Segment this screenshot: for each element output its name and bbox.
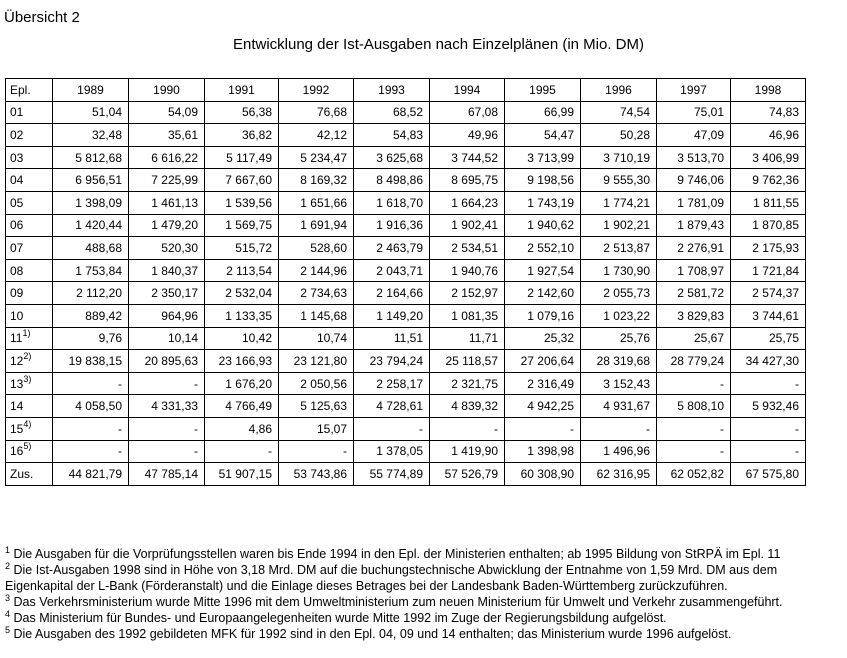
- value-cell: 1 753,84: [53, 259, 129, 282]
- value-cell: 4,86: [205, 417, 279, 440]
- value-cell: -: [205, 440, 279, 463]
- epl-number: 05: [10, 195, 24, 210]
- value-cell: 8 498,86: [354, 169, 430, 192]
- value-cell: 67,08: [430, 101, 505, 124]
- epl-cell: [6, 282, 53, 305]
- value-cell: 1 569,75: [205, 214, 279, 237]
- value-cell: -: [581, 417, 657, 440]
- value-cell: 1 539,56: [205, 191, 279, 214]
- value-cell: 1 840,37: [129, 259, 205, 282]
- footnote-text: Die Ausgaben für die Vorprüfungsstellen waren bis Ende 1994 in den Epl. der Ministerien enthalten; ab 1995 Bildung von StRPÄ im Epl. 11: [10, 547, 781, 561]
- value-cell: 1 420,44: [53, 214, 129, 237]
- table-row: [6, 214, 806, 237]
- value-cell: 66,99: [505, 101, 581, 124]
- value-cell: 5 932,46: [731, 395, 806, 418]
- value-cell: 1 149,20: [354, 304, 430, 327]
- value-cell: 1 940,62: [505, 214, 581, 237]
- value-cell: -: [129, 440, 205, 463]
- value-cell: 76,68: [279, 101, 354, 124]
- footnote: [5, 626, 847, 642]
- value-cell: 3 625,68: [354, 146, 430, 169]
- value-cell: 3 744,52: [430, 146, 505, 169]
- value-cell: 75,01: [657, 101, 731, 124]
- epl-number: 07: [10, 240, 24, 255]
- table-row: [6, 124, 806, 147]
- column-header-epl: Epl.: [6, 79, 53, 102]
- value-cell: 4 728,61: [354, 395, 430, 418]
- footnote-number: 4: [5, 609, 11, 619]
- value-cell: 1 023,22: [581, 304, 657, 327]
- value-cell: 1 398,98: [505, 440, 581, 463]
- value-cell: 10,14: [129, 327, 205, 350]
- value-cell: 964,96: [129, 304, 205, 327]
- value-cell: 54,83: [354, 124, 430, 147]
- value-cell: 2 581,72: [657, 282, 731, 305]
- value-cell: 3 744,61: [731, 304, 806, 327]
- value-cell: 7 667,60: [205, 169, 279, 192]
- value-cell: 4 058,50: [53, 395, 129, 418]
- epl-number: 13: [10, 376, 24, 391]
- value-cell: 28 319,68: [581, 350, 657, 373]
- column-header-year: 1990: [129, 79, 205, 102]
- table-row: [6, 304, 806, 327]
- footnotes: [5, 546, 847, 642]
- value-cell: 62 052,82: [657, 463, 731, 486]
- value-cell: 1 079,16: [505, 304, 581, 327]
- footnote-text: Die Ausgaben des 1992 gebildeten MFK für 1992 sind in den Epl. 04, 09 und 14 enthalten; das Ministerium wurde 1996 aufgelöst.: [10, 627, 732, 641]
- value-cell: 2 350,17: [129, 282, 205, 305]
- value-cell: 3 710,19: [581, 146, 657, 169]
- epl-cell: [6, 124, 53, 147]
- epl-cell: [6, 259, 53, 282]
- column-header-year: 1993: [354, 79, 430, 102]
- value-cell: 1 618,70: [354, 191, 430, 214]
- column-header-year: 1994: [430, 79, 505, 102]
- footnote-marker: 5): [23, 441, 32, 452]
- epl-cell: [6, 169, 53, 192]
- value-cell: 889,42: [53, 304, 129, 327]
- value-cell: 1 927,54: [505, 259, 581, 282]
- value-cell: 1 651,66: [279, 191, 354, 214]
- value-cell: -: [657, 417, 731, 440]
- epl-number: 01: [10, 105, 24, 120]
- value-cell: 9,76: [53, 327, 129, 350]
- epl-cell: [6, 440, 53, 463]
- table-row: [6, 146, 806, 169]
- value-cell: 2 152,97: [430, 282, 505, 305]
- value-cell: 1 774,21: [581, 191, 657, 214]
- value-cell: 3 513,70: [657, 146, 731, 169]
- footnote-marker: 3): [23, 373, 32, 384]
- value-cell: 5 117,49: [205, 146, 279, 169]
- footnote: [5, 562, 835, 594]
- value-cell: 60 308,90: [505, 463, 581, 486]
- value-cell: 2 113,54: [205, 259, 279, 282]
- value-cell: 19 838,15: [53, 350, 129, 373]
- value-cell: 44 821,79: [53, 463, 129, 486]
- value-cell: 46,96: [731, 124, 806, 147]
- value-cell: 10,42: [205, 327, 279, 350]
- value-cell: -: [657, 440, 731, 463]
- value-cell: 2 276,91: [657, 237, 731, 260]
- footnote: [5, 594, 847, 610]
- value-cell: 20 895,63: [129, 350, 205, 373]
- value-cell: 25,75: [731, 327, 806, 350]
- table-row: [6, 327, 806, 350]
- value-cell: 2 144,96: [279, 259, 354, 282]
- value-cell: 2 463,79: [354, 237, 430, 260]
- table-row: [6, 395, 806, 418]
- value-cell: -: [731, 372, 806, 395]
- value-cell: 32,48: [53, 124, 129, 147]
- value-cell: 55 774,89: [354, 463, 430, 486]
- footnote-number: 1: [5, 545, 11, 555]
- page-title: Entwicklung der Ist-Ausgaben nach Einzelplänen (in Mio. DM): [232, 36, 645, 53]
- epl-cell: [6, 237, 53, 260]
- table-header-row: [6, 79, 806, 102]
- value-cell: 1 664,23: [430, 191, 505, 214]
- value-cell: 1 461,13: [129, 191, 205, 214]
- value-cell: 1 398,09: [53, 191, 129, 214]
- value-cell: 53 743,86: [279, 463, 354, 486]
- value-cell: 28 779,24: [657, 350, 731, 373]
- table-row: [6, 101, 806, 124]
- value-cell: 74,83: [731, 101, 806, 124]
- table-row: [6, 259, 806, 282]
- value-cell: 25 118,57: [430, 350, 505, 373]
- epl-number: 11: [10, 331, 23, 346]
- value-cell: 2 574,37: [731, 282, 806, 305]
- footnote-number: 3: [5, 593, 11, 603]
- value-cell: 10,74: [279, 327, 354, 350]
- epl-number: 14: [10, 399, 24, 414]
- value-cell: 9 555,30: [581, 169, 657, 192]
- value-cell: 67 575,80: [731, 463, 806, 486]
- value-cell: 4 331,33: [129, 395, 205, 418]
- value-cell: -: [430, 417, 505, 440]
- value-cell: 4 942,25: [505, 395, 581, 418]
- epl-cell: [6, 214, 53, 237]
- table-body: [6, 101, 806, 485]
- epl-cell: [6, 350, 53, 373]
- footnote: [5, 546, 847, 562]
- value-cell: 2 112,20: [53, 282, 129, 305]
- column-header-year: 1997: [657, 79, 731, 102]
- value-cell: 2 175,93: [731, 237, 806, 260]
- value-cell: 1 676,20: [205, 372, 279, 395]
- value-cell: 3 713,99: [505, 146, 581, 169]
- value-cell: 5 808,10: [657, 395, 731, 418]
- value-cell: -: [129, 417, 205, 440]
- value-cell: 1 870,85: [731, 214, 806, 237]
- value-cell: 5 812,68: [53, 146, 129, 169]
- epl-number: Zus.: [10, 466, 34, 481]
- value-cell: -: [657, 372, 731, 395]
- value-cell: 25,76: [581, 327, 657, 350]
- value-cell: 488,68: [53, 237, 129, 260]
- epl-number: 02: [10, 127, 24, 142]
- value-cell: 9 198,56: [505, 169, 581, 192]
- value-cell: 1 940,76: [430, 259, 505, 282]
- value-cell: 23 121,80: [279, 350, 354, 373]
- value-cell: 2 534,51: [430, 237, 505, 260]
- column-header-year: 1991: [205, 79, 279, 102]
- epl-cell: [6, 304, 53, 327]
- value-cell: 6 956,51: [53, 169, 129, 192]
- value-cell: 50,28: [581, 124, 657, 147]
- footnote-text: Die Ist-Ausgaben 1998 sind in Höhe von 3,18 Mrd. DM auf die buchungstechnische Abwicklung der Entnahme von 1,59 Mrd. DM aus dem Eigenkapital der L-Bank (Förderanstalt) und die Einlage dieses Betrages bei der Landesbank Baden-Württemberg zurückzuführen.: [5, 563, 778, 593]
- value-cell: 15,07: [279, 417, 354, 440]
- value-cell: 528,60: [279, 237, 354, 260]
- value-cell: 1 496,96: [581, 440, 657, 463]
- value-cell: -: [731, 440, 806, 463]
- column-header-year: 1998: [731, 79, 806, 102]
- footnote-text: Das Ministerium für Bundes- und Europaangelegenheiten wurde Mitte 1992 im Zuge der Regierungsbildung aufgelöst.: [10, 611, 667, 625]
- value-cell: 2 513,87: [581, 237, 657, 260]
- value-cell: -: [53, 417, 129, 440]
- value-cell: 1 691,94: [279, 214, 354, 237]
- value-cell: 27 206,64: [505, 350, 581, 373]
- value-cell: 1 902,41: [430, 214, 505, 237]
- value-cell: 54,47: [505, 124, 581, 147]
- value-cell: 2 055,73: [581, 282, 657, 305]
- footnote-text: Das Verkehrsministerium wurde Mitte 1996 mit dem Umweltministerium zum neuen Ministerium für Umwelt und Verkehr zusammengeführt.: [10, 595, 783, 609]
- value-cell: 1 781,09: [657, 191, 731, 214]
- value-cell: 51 907,15: [205, 463, 279, 486]
- value-cell: 23 166,93: [205, 350, 279, 373]
- value-cell: 2 043,71: [354, 259, 430, 282]
- value-cell: -: [53, 372, 129, 395]
- value-cell: 2 050,56: [279, 372, 354, 395]
- epl-cell: [6, 146, 53, 169]
- value-cell: 74,54: [581, 101, 657, 124]
- expenditure-table: [5, 78, 806, 486]
- value-cell: 7 225,99: [129, 169, 205, 192]
- value-cell: 54,09: [129, 101, 205, 124]
- value-cell: 56,38: [205, 101, 279, 124]
- value-cell: 1 081,35: [430, 304, 505, 327]
- value-cell: 47,09: [657, 124, 731, 147]
- value-cell: 4 931,67: [581, 395, 657, 418]
- value-cell: 1 879,43: [657, 214, 731, 237]
- footnote-marker: 4): [23, 418, 32, 429]
- value-cell: 2 164,66: [354, 282, 430, 305]
- value-cell: 34 427,30: [731, 350, 806, 373]
- value-cell: 2 321,75: [430, 372, 505, 395]
- value-cell: 6 616,22: [129, 146, 205, 169]
- value-cell: 23 794,24: [354, 350, 430, 373]
- footnote-number: 2: [5, 561, 11, 571]
- value-cell: 5 125,63: [279, 395, 354, 418]
- value-cell: 47 785,14: [129, 463, 205, 486]
- value-cell: -: [354, 417, 430, 440]
- table-row: [6, 237, 806, 260]
- value-cell: 1 479,20: [129, 214, 205, 237]
- value-cell: -: [53, 440, 129, 463]
- value-cell: 2 142,60: [505, 282, 581, 305]
- epl-cell: [6, 417, 53, 440]
- epl-cell: [6, 327, 53, 350]
- value-cell: 42,12: [279, 124, 354, 147]
- epl-cell: [6, 463, 53, 486]
- table-row: [6, 440, 806, 463]
- document-label: Übersicht 2: [4, 9, 80, 26]
- footnote-number: 5: [5, 625, 11, 635]
- epl-cell: [6, 395, 53, 418]
- value-cell: 1 419,90: [430, 440, 505, 463]
- value-cell: 9 746,06: [657, 169, 731, 192]
- value-cell: 520,30: [129, 237, 205, 260]
- value-cell: 4 766,49: [205, 395, 279, 418]
- value-cell: 57 526,79: [430, 463, 505, 486]
- column-header-year: 1989: [53, 79, 129, 102]
- value-cell: 1 730,90: [581, 259, 657, 282]
- footnote: [5, 610, 847, 626]
- value-cell: 1 902,21: [581, 214, 657, 237]
- value-cell: 68,52: [354, 101, 430, 124]
- value-cell: 4 839,32: [430, 395, 505, 418]
- value-cell: 2 552,10: [505, 237, 581, 260]
- value-cell: 5 234,47: [279, 146, 354, 169]
- value-cell: 3 406,99: [731, 146, 806, 169]
- value-cell: 11,51: [354, 327, 430, 350]
- value-cell: -: [129, 372, 205, 395]
- value-cell: 1 133,35: [205, 304, 279, 327]
- epl-number: 09: [10, 286, 24, 301]
- value-cell: 1 743,19: [505, 191, 581, 214]
- table-row: [6, 372, 806, 395]
- value-cell: 1 916,36: [354, 214, 430, 237]
- value-cell: 11,71: [430, 327, 505, 350]
- column-header-year: 1996: [581, 79, 657, 102]
- value-cell: 3 152,43: [581, 372, 657, 395]
- value-cell: 8 695,75: [430, 169, 505, 192]
- value-cell: 1 721,84: [731, 259, 806, 282]
- epl-number: 06: [10, 218, 24, 233]
- value-cell: 25,67: [657, 327, 731, 350]
- epl-number: 12: [10, 353, 24, 368]
- epl-number: 16: [10, 444, 24, 459]
- value-cell: 35,61: [129, 124, 205, 147]
- value-cell: -: [731, 417, 806, 440]
- table-row: [6, 350, 806, 373]
- table-row: [6, 282, 806, 305]
- footnote-marker: 2): [23, 350, 32, 361]
- epl-cell: [6, 101, 53, 124]
- value-cell: 36,82: [205, 124, 279, 147]
- epl-number: 04: [10, 173, 24, 188]
- value-cell: 2 258,17: [354, 372, 430, 395]
- column-header-year: 1992: [279, 79, 354, 102]
- value-cell: 1 145,68: [279, 304, 354, 327]
- table-row: [6, 463, 806, 486]
- value-cell: 62 316,95: [581, 463, 657, 486]
- epl-number: 15: [10, 421, 24, 436]
- value-cell: 2 734,63: [279, 282, 354, 305]
- value-cell: 2 532,04: [205, 282, 279, 305]
- epl-number: 10: [10, 308, 24, 323]
- table-row: [6, 417, 806, 440]
- value-cell: 9 762,36: [731, 169, 806, 192]
- value-cell: 1 811,55: [731, 191, 806, 214]
- column-header-year: 1995: [505, 79, 581, 102]
- value-cell: 49,96: [430, 124, 505, 147]
- value-cell: 1 378,05: [354, 440, 430, 463]
- table-row: [6, 191, 806, 214]
- value-cell: 8 169,32: [279, 169, 354, 192]
- value-cell: 3 829,83: [657, 304, 731, 327]
- epl-number: 08: [10, 263, 24, 278]
- value-cell: 2 316,49: [505, 372, 581, 395]
- value-cell: 515,72: [205, 237, 279, 260]
- value-cell: 25,32: [505, 327, 581, 350]
- value-cell: -: [505, 417, 581, 440]
- epl-cell: [6, 191, 53, 214]
- table-row: [6, 169, 806, 192]
- value-cell: 1 708,97: [657, 259, 731, 282]
- footnote-marker: 1): [22, 328, 31, 339]
- epl-number: 03: [10, 150, 24, 165]
- value-cell: 51,04: [53, 101, 129, 124]
- value-cell: -: [279, 440, 354, 463]
- epl-cell: [6, 372, 53, 395]
